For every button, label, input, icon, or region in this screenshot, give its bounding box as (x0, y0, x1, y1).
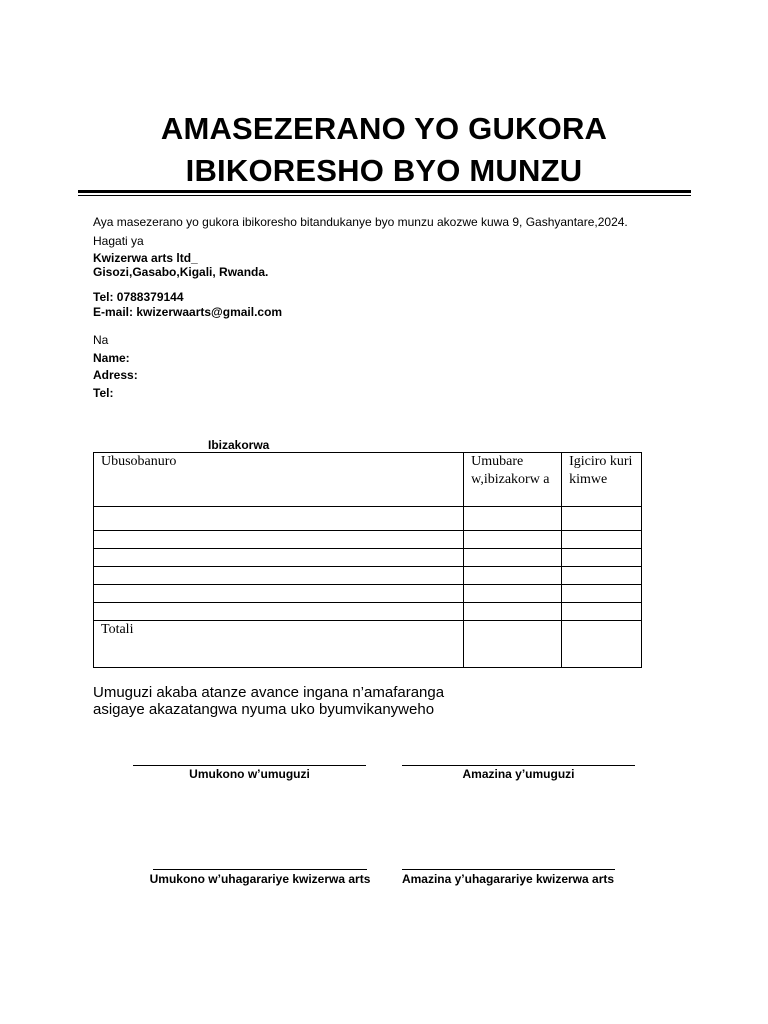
table-cell[interactable] (464, 507, 562, 531)
company-address: Gisozi,Gasabo,Kigali, Rwanda. (93, 265, 269, 279)
table-row (94, 567, 642, 585)
table-row (94, 531, 642, 549)
rep-names-line (402, 869, 615, 870)
client-address-label: Adress: (93, 368, 138, 382)
table-cell[interactable] (94, 567, 464, 585)
table-cell[interactable] (464, 585, 562, 603)
payment-line-2: asigaye akazatangwa nyuma uko byumvikanyweho (93, 701, 435, 718)
intro-text: Aya masezerano yo gukora ibikoresho bitandukanye byo munzu akozwe kuwa 9, Gashyantare,2024. (93, 215, 628, 229)
payment-terms (93, 684, 444, 718)
table-cell[interactable] (464, 603, 562, 621)
items-table (93, 452, 642, 668)
table-cell[interactable] (562, 531, 642, 549)
between-text: Hagati ya (93, 234, 144, 248)
table-row (94, 585, 642, 603)
table-total-row (94, 621, 642, 668)
total-label: Totali (94, 621, 464, 668)
table-cell[interactable] (464, 549, 562, 567)
table-cell[interactable] (94, 603, 464, 621)
company-tel: Tel: 0788379144 (93, 290, 184, 304)
company-name: Kwizerwa arts ltd_ (93, 251, 198, 265)
table-cell[interactable] (464, 531, 562, 549)
table-cell[interactable] (562, 507, 642, 531)
and-text: Na (93, 333, 109, 347)
table-cell[interactable] (562, 549, 642, 567)
title-rule-thick (78, 190, 691, 193)
rep-signature-line (153, 869, 367, 870)
table-cell[interactable] (94, 549, 464, 567)
table-caption: Ibizakorwa (208, 438, 270, 452)
table-header-row (94, 453, 642, 507)
table-row (94, 549, 642, 567)
table-cell[interactable] (94, 507, 464, 531)
table-row (94, 603, 642, 621)
client-tel-label: Tel: (93, 386, 114, 400)
buyer-names-label: Amazina y’umuguzi (462, 767, 575, 781)
table-cell[interactable] (562, 567, 642, 585)
title-line-2: IBIKORESHO BYO MUNZU (185, 153, 583, 188)
table-row (94, 507, 642, 531)
table-cell[interactable] (562, 585, 642, 603)
table-cell[interactable] (562, 603, 642, 621)
header-unit-price: Igiciro kuri kimwe (562, 453, 642, 507)
title-rule-thin (78, 195, 691, 196)
table-cell[interactable] (464, 567, 562, 585)
document-title (0, 108, 768, 192)
company-email: E-mail: kwizerwaarts@gmail.com (93, 305, 283, 319)
header-quantity: Umubare w,ibizakorw a (464, 453, 562, 507)
title-line-1: AMASEZERANO YO GUKORA (160, 111, 608, 146)
rep-signature-label: Umukono w’uhagarariye kwizerwa arts (149, 872, 371, 886)
payment-line-1: Umuguzi akaba atanze avance ingana n’amafaranga (93, 684, 445, 701)
client-name-label: Name: (93, 351, 130, 365)
rep-names-label: Amazina y’uhagarariye kwizerwa arts (401, 872, 615, 886)
buyer-names-line (402, 765, 635, 766)
total-price-cell[interactable] (562, 621, 642, 668)
table-cell[interactable] (94, 585, 464, 603)
buyer-signature-label: Umukono w’umuguzi (189, 767, 310, 781)
buyer-signature-line (133, 765, 366, 766)
header-description: Ubusobanuro (94, 453, 464, 507)
total-quantity-cell[interactable] (464, 621, 562, 668)
table-cell[interactable] (94, 531, 464, 549)
